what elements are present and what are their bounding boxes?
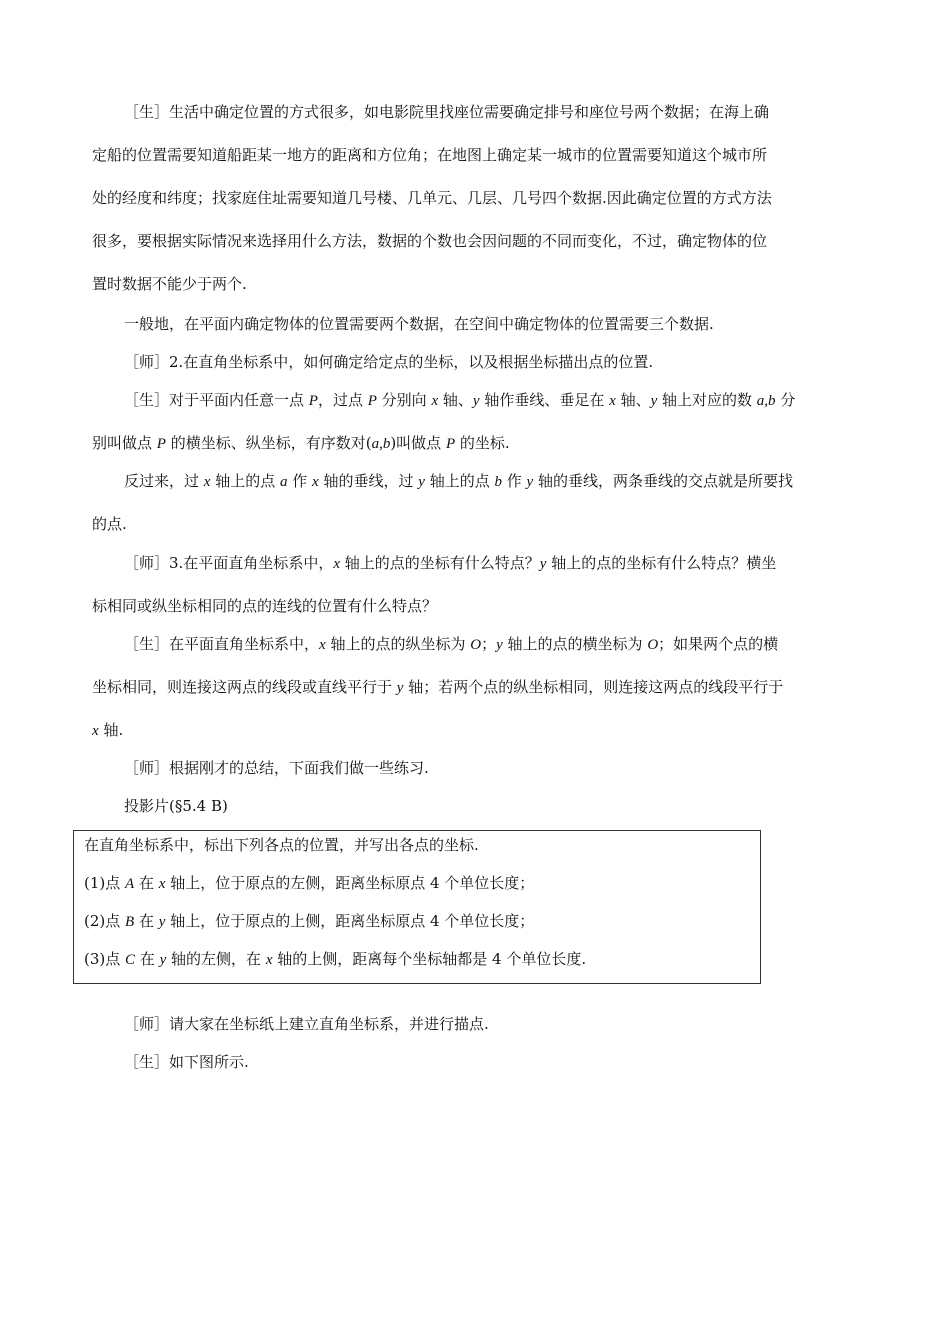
para-7-line-1: ［生］在平面直角坐标系中，x 轴上的点的纵坐标为 O；y 轴上的点的横坐标为 O；如果两个点的横 (124, 635, 779, 653)
para-1-line-1: ［生］生活中确定位置的方式很多，如电影院里找座位需要确定排号和座位号两个数据；在海上确 (124, 103, 770, 121)
para-1-line-4: 很多，要根据实际情况来选择用什么方法，数据的个数也会因问题的不同而变化，不过，确定物体的位 (92, 232, 768, 250)
para-4-line-2: 别叫做点 P 的横坐标、纵坐标，有序数对(a,b)叫做点 P 的坐标. (92, 434, 510, 452)
para-2: 一般地，在平面内确定物体的位置需要两个数据，在空间中确定物体的位置需要三个数据. (124, 315, 714, 333)
para-6-line-1: ［师］3.在平面直角坐标系中，x 轴上的点的坐标有什么特点？y 轴上的点的坐标有什么特点？横坐 (124, 554, 777, 572)
para-11: ［生］如下图所示. (124, 1053, 249, 1071)
para-6-line-2: 标相同或纵坐标相同的点的连线的位置有什么特点？ (92, 597, 438, 615)
para-5-line-1: 反过来，过 x 轴上的点 a 作 x 轴的垂线，过 y 轴上的点 b 作 y 轴的垂线，两条垂线的交点就是所要找 (124, 472, 793, 490)
para-3: ［师］2.在直角坐标系中，如何确定给定点的坐标，以及根据坐标描出点的位置. (124, 353, 654, 371)
exercise-box (73, 830, 761, 984)
para-4-line-1: ［生］对于平面内任意一点 P，过点 P 分别向 x 轴、y 轴作垂线、垂足在 x 轴、y 轴上对应的数 a,b 分 (124, 391, 796, 409)
para-1-line-3: 处的经度和纬度；找家庭住址需要知道几号楼、几单元、几层、几号四个数据.因此确定位置的方式方法 (92, 189, 772, 207)
slide-caption: 投影片(§5.4 B) (124, 797, 228, 815)
para-8: ［师］根据刚才的总结，下面我们做一些练习. (124, 759, 429, 777)
para-7-line-2: 坐标相同，则连接这两点的线段或直线平行于 y 轴；若两个点的纵坐标相同，则连接这两点的线段平行于 (92, 678, 784, 696)
para-10: ［师］请大家在坐标纸上建立直角坐标系，并进行描点. (124, 1015, 489, 1033)
para-7-line-3: x 轴. (92, 721, 124, 739)
para-1-line-2: 定船的位置需要知道船距某一地方的距离和方位角；在地图上确定某一城市的位置需要知道这个城市所 (92, 146, 768, 164)
exercise-item-3: (3)点 C 在 y 轴的左侧，在 x 轴的上侧，距离每个坐标轴都是 4 个单位长度. (84, 950, 587, 968)
para-5-line-2: 的点. (92, 515, 127, 533)
para-1-line-5: 置时数据不能少于两个. (92, 275, 247, 293)
exercise-intro: 在直角坐标系中，标出下列各点的位置，并写出各点的坐标. (84, 836, 479, 854)
exercise-item-1: (1)点 A 在 x 轴上，位于原点的左侧，距离坐标原点 4 个单位长度； (84, 874, 535, 892)
exercise-item-2: (2)点 B 在 y 轴上，位于原点的上侧，距离坐标原点 4 个单位长度； (84, 912, 535, 930)
